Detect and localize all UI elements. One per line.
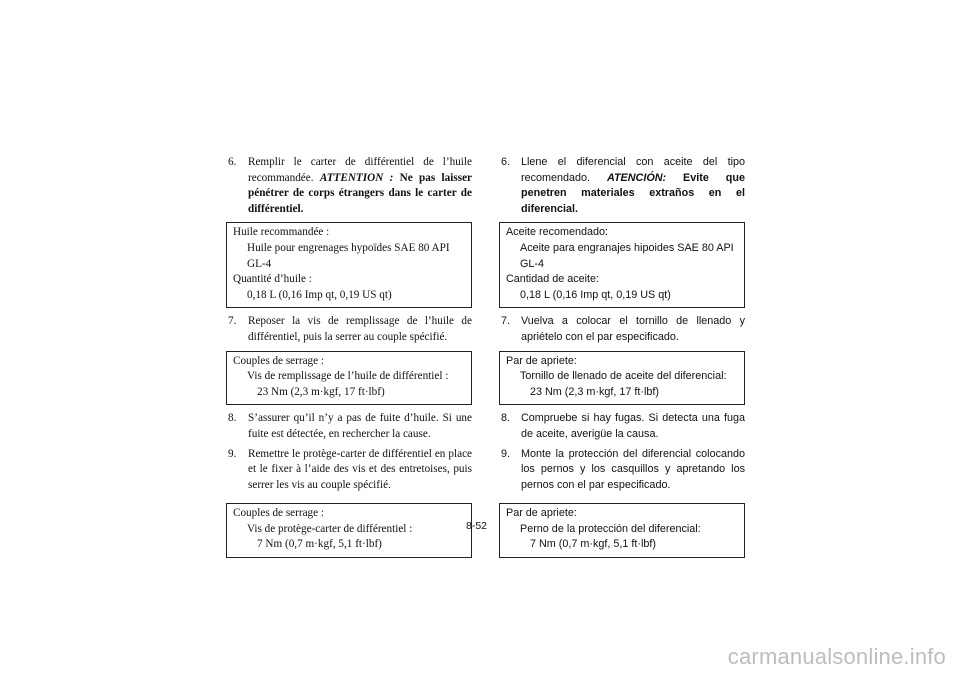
torque-item: Tornillo de llenado de aceite del diferencial: bbox=[520, 370, 727, 383]
step-7-es bbox=[499, 314, 745, 345]
torque-value: 7 Nm (0,7 m·kgf, 5,1 ft·lbf) bbox=[530, 538, 656, 551]
step-text: Monte la protección del diferencial colocando los pernos y los casquillos y apretando los pernos con el par especificado. bbox=[521, 447, 745, 491]
recommended-oil-box-fr bbox=[226, 222, 472, 308]
spanish-column bbox=[499, 155, 745, 564]
torque-box-1-fr bbox=[226, 351, 472, 406]
caution-text: Ne pas laisser pénétrer de corps étrangers dans le carter de différentiel. bbox=[248, 171, 473, 215]
step-text: Vuelva a colocar el tornillo de llenado y apriételo con el par especificado. bbox=[521, 315, 745, 343]
oil-type: Huile pour engrenages hypoïdes SAE 80 API GL-4 bbox=[247, 241, 450, 270]
torque-box-1-es bbox=[499, 351, 745, 406]
torque-value: 7 Nm (0,7 m·kgf, 5,1 ft·lbf) bbox=[257, 538, 382, 551]
torque-box-2-fr bbox=[226, 503, 472, 558]
step-number: 9. bbox=[228, 447, 237, 460]
box-label: Huile recommandée : bbox=[233, 226, 330, 239]
caution-text: Evite que penetren materiales extraños en el diferencial. bbox=[521, 171, 745, 215]
oil-type: Aceite para engranajes hipoides SAE 80 API GL-4 bbox=[520, 241, 734, 270]
box-label: Couples de serrage : bbox=[233, 507, 325, 520]
step-6-es bbox=[499, 155, 745, 217]
torque-value: 23 Nm (2,3 m·kgf, 17 ft·lbf) bbox=[257, 385, 385, 398]
torque-item: Vis de protège-carter de différentiel : bbox=[247, 522, 413, 535]
torque-value: 23 Nm (2,3 m·kgf, 17 ft·lbf) bbox=[530, 385, 659, 398]
recommended-oil-box-es bbox=[499, 222, 745, 308]
torque-item: Vis de remplissage de l’huile de différentiel : bbox=[247, 370, 449, 383]
page-number: 8-52 bbox=[466, 520, 488, 532]
step-number: 9. bbox=[501, 447, 511, 460]
step-6-fr bbox=[226, 155, 472, 217]
step-8-fr bbox=[226, 411, 472, 442]
qty-label: Quantité d’huile : bbox=[233, 273, 312, 286]
step-number: 7. bbox=[228, 315, 237, 328]
step-text: Compruebe si hay fugas. Si detecta una fuga de aceite, averigüe la causa. bbox=[521, 412, 745, 440]
torque-box-2-es bbox=[499, 503, 745, 558]
step-text: Remettre le protège-carter de différentiel en place et le fixer à l’aide des vis et des entretoises, puis serrer les vis au couple spécifié. bbox=[248, 447, 472, 491]
box-label: Aceite recomendado: bbox=[506, 226, 609, 239]
step-text: Reposer la vis de remplissage de l’huile de différentiel, puis la serrer au couple spécifié. bbox=[248, 315, 472, 343]
oil-quantity: 0,18 L (0,16 Imp qt, 0,19 US qt) bbox=[520, 288, 671, 301]
step-7-fr bbox=[226, 314, 472, 345]
caution-label: ATTENTION : bbox=[319, 171, 394, 184]
step-number: 6. bbox=[501, 156, 511, 168]
torque-item: Perno de la protección del diferencial: bbox=[520, 522, 701, 535]
qty-label: Cantidad de aceite: bbox=[506, 273, 600, 286]
step-number: 8. bbox=[501, 412, 511, 425]
step-text: Remplir le carter de différentiel de l’huile recommandée. bbox=[248, 156, 472, 184]
step-9-fr bbox=[226, 447, 472, 494]
caution-label: ATENCIÓN: bbox=[606, 171, 667, 184]
step-8-es bbox=[499, 411, 745, 442]
box-label: Couples de serrage : bbox=[233, 354, 325, 367]
box-label: Par de apriete: bbox=[506, 354, 577, 367]
step-number: 6. bbox=[228, 156, 237, 168]
watermark: carmanualsonline.info bbox=[727, 644, 946, 669]
step-9-es bbox=[499, 447, 745, 494]
step-number: 7. bbox=[501, 315, 511, 328]
step-number: 8. bbox=[228, 412, 237, 425]
box-label: Par de apriete: bbox=[506, 507, 577, 520]
oil-quantity: 0,18 L (0,16 Imp qt, 0,19 US qt) bbox=[247, 288, 392, 301]
french-column bbox=[226, 155, 472, 564]
step-text: Llene el diferencial con aceite del tipo recomendado. bbox=[521, 156, 745, 184]
step-text: S’assurer qu’il n’y a pas de fuite d’huile. Si une fuite est détectée, en rechercher la cause. bbox=[248, 412, 472, 440]
